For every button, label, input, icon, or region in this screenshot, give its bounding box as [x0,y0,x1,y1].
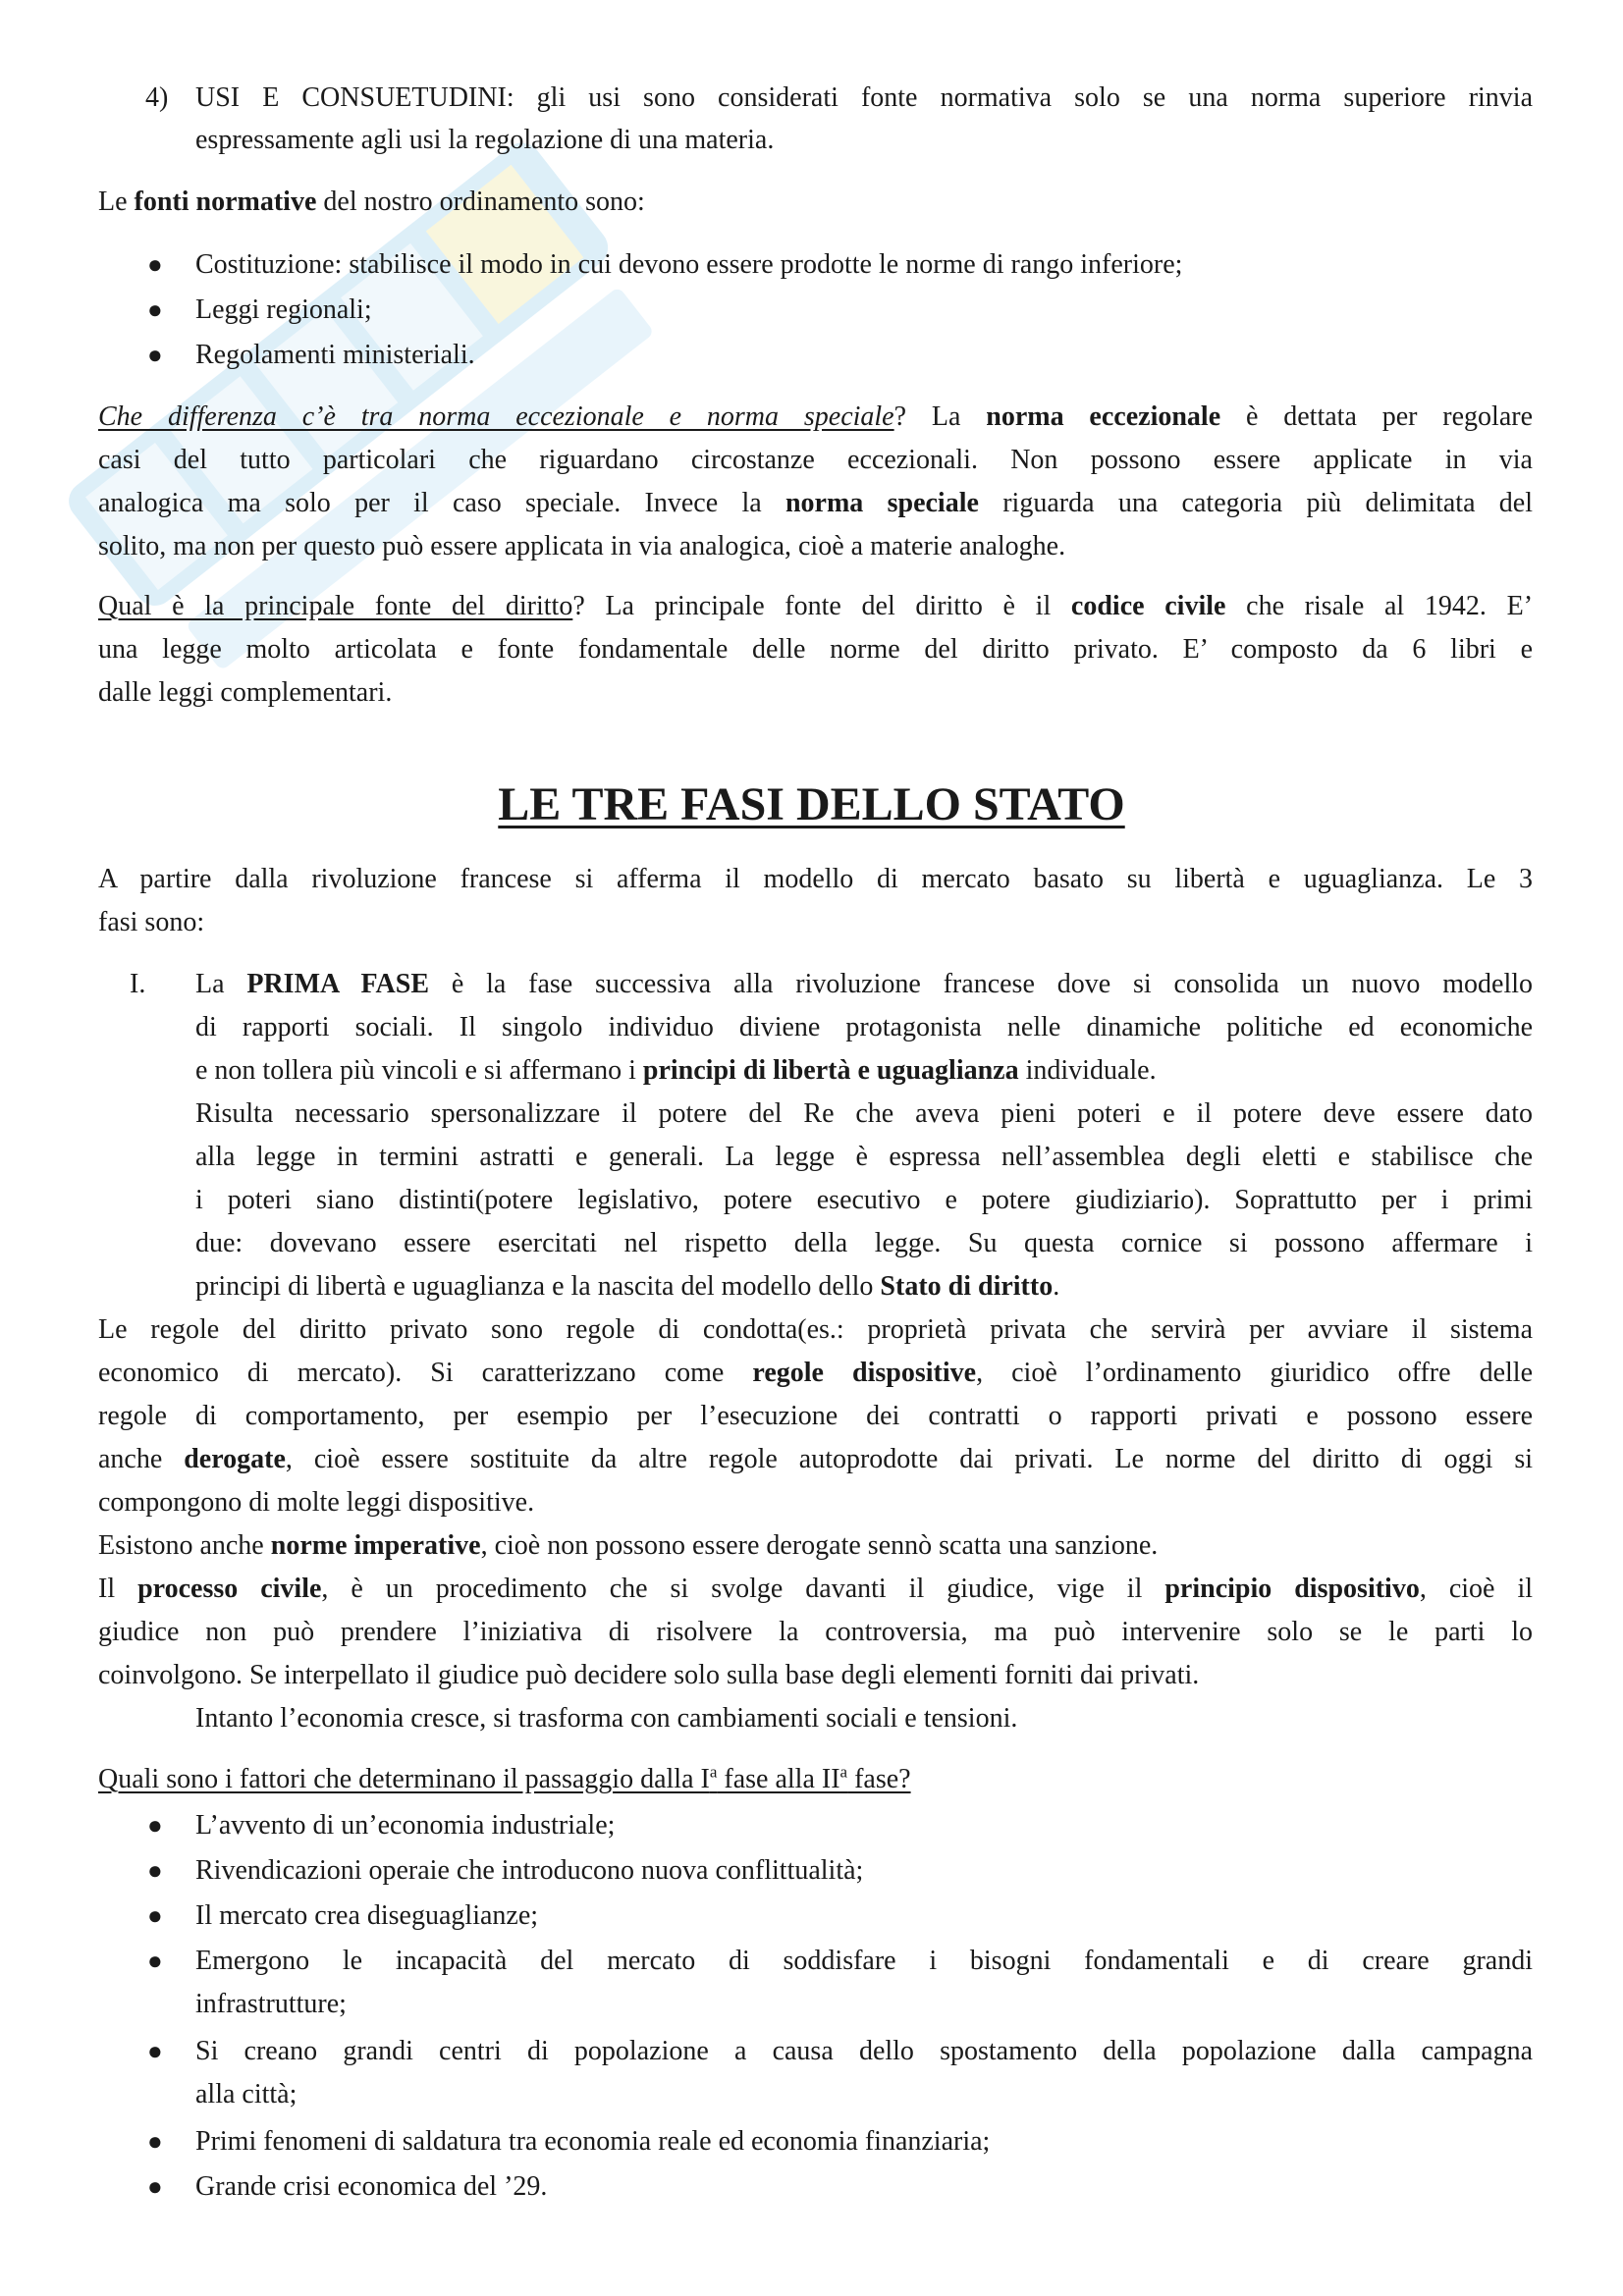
bullet-icon: ● [147,1811,163,1840]
section-intro-line-2: fasi sono: [98,907,205,937]
fonti-intro: Le fonti normative del nostro ordinamento sono: [98,187,645,217]
q2-line-2: una legge molto articolata e fonte fondamentale delle norme del diritto privato. E’ composto da 6 libri e [98,634,1533,665]
fattori-bullet: Si creano grandi centri di popolazione a causa dello spostamento della popolazione dalla campagna [195,2036,1533,2066]
roman-numeral: I. [130,969,146,999]
regole-line-2: economico di mercato). Si caratterizzano come regole dispositive, cioè l’ordinamento giuridico offre delle [98,1358,1533,1388]
bullet-icon: ● [147,1856,163,1885]
fattori-bullet-cont: infrastrutture; [195,1989,347,2019]
fase1-line-4: Risulta necessario spersonalizzare il potere del Re che aveva pieni poteri e il potere deve essere dato [195,1098,1533,1129]
fattori-bullet: Primi fenomeni di saldatura tra economia reale ed economia finanziaria; [195,2126,991,2157]
fase1-line-6: i poteri siano distinti(potere legislativo, potere esecutivo e potere giudiziario). Soprattutto per i primi [195,1185,1533,1215]
regole-line-1: Le regole del diritto privato sono regole di condotta(es.: proprietà privata che servirà per avviare il sistema [98,1314,1533,1345]
q1-line-4: solito, ma non per questo può essere applicata in via analogica, cioè a materie analoghe. [98,531,1066,561]
item-4-line-2: espressamente agli usi la regolazione di una materia. [195,125,775,155]
q1-line-3: analogica ma solo per il caso speciale. Invece la norma speciale riguarda una categoria più delimitata del [98,488,1534,518]
item-number: 4) [145,82,169,113]
q1-line-2: casi del tutto particolari che riguardano circostanze eccezionali. Non possono essere applicate in via [98,445,1533,475]
fase1-line-2: di rapporti sociali. Il singolo individuo diviene protagonista nelle dinamiche politiche ed economiche [195,1012,1533,1042]
fattori-bullet: L’avvento di un’economia industriale; [195,1810,616,1841]
item-4-line-1: USI E CONSUETUDINI: gli usi sono considerati fonte normativa solo se una norma superiore rinvia [195,82,1533,113]
processo-line-4: Intanto l’economia cresce, si trasforma con cambiamenti sociali e tensioni. [195,1703,1018,1734]
fattori-bullet: Il mercato crea diseguaglianze; [195,1900,539,1931]
q2-question: Qual è la principale fonte del diritto [98,591,573,621]
fase1-line-5: alla legge in termini astratti e generali. La legge è espressa nell’assemblea degli eletti e stabilisce che [195,1142,1533,1172]
q2-line-3: dalle leggi complementari. [98,677,393,708]
bullet-icon: ● [147,2172,163,2201]
processo-line-3: coinvolgono. Se interpellato il giudice può decidere solo sulla base degli elementi forniti dai privati. [98,1660,1200,1690]
section-intro-line-1: A partire dalla rivoluzione francese si afferma il modello di mercato basato su libertà e uguaglianza. Le 3 [98,864,1533,894]
fase1-line-7: due: dovevano essere esercitati nel rispetto della legge. Su questa cornice si possono affermare i [195,1228,1533,1258]
regole-line-5: compongono di molte leggi dispositive. [98,1487,535,1518]
bullet-icon: ● [147,341,163,369]
fonti-bullet: Leggi regionali; [195,294,372,325]
item-4-title: USI E CONSUETUDINI [195,82,507,113]
bullet-icon: ● [147,295,163,324]
q1-line-1: Che differenza c’è tra norma eccezionale e norma speciale? La norma eccezionale è dettata per regolare [98,401,1534,432]
bullet-icon: ● [147,1947,163,1975]
q2-line-1: Qual è la principale fonte del diritto? La principale fonte del diritto è il codice civile che risale al 1942. E’ [98,591,1534,621]
fattori-question: Quali sono i fattori che determinano il passaggio dalla $I^a$ fase alla $II^a$ fase? [98,1762,911,1794]
bullet-icon: ● [147,2127,163,2156]
regole-line-3: regole di comportamento, per esempio per l’esecuzione dei contratti o rapporti privati e possono essere [98,1401,1533,1431]
fase1-line-3: e non tollera più vincoli e si affermano i principi di libertà e uguaglianza individuale. [195,1055,1157,1086]
fattori-bullet: Emergono le incapacità del mercato di soddisfare i bisogni fondamentali e di creare grandi [195,1946,1533,1976]
fonti-bullet: Regolamenti ministeriali. [195,340,475,370]
bullet-icon: ● [147,1901,163,1930]
bullet-icon: ● [147,250,163,279]
q1-question: Che differenza c’è tra norma eccezionale e norma speciale [98,401,894,432]
fattori-bullet-cont: alla città; [195,2079,298,2109]
section-title: LE TRE FASI DELLO STATO [498,778,1125,830]
fase1-line-1: La PRIMA FASE è la fase successiva alla rivoluzione francese dove si consolida un nuovo modello [195,969,1533,999]
fattori-bullet: Grande crisi economica del ’29. [195,2171,548,2202]
fase1-line-8: principi di libertà e uguaglianza e la nascita del modello dello Stato di diritto. [195,1271,1060,1302]
fonti-bullet: Costituzione: stabilisce il modo in cui devono essere prodotte le norme di rango inferiore; [195,249,1183,280]
fattori-bullet: Rivendicazioni operaie che introducono nuova conflittualità; [195,1855,864,1886]
processo-line-2: giudice non può prendere l’iniziativa di risolvere la controversia, ma può intervenire solo se le parti lo [98,1617,1533,1647]
regole-line-4: anche derogate, cioè essere sostituite da altre regole autoprodotte dai privati. Le norme del diritto di oggi si [98,1444,1533,1474]
processo-line-1: Il processo civile, è un procedimento che si svolge davanti il giudice, vige il principio dispositivo, cioè il [98,1574,1533,1604]
imperative-line: Esistono anche norme imperative, cioè non possono essere derogate sennò scatta una sanzione. [98,1530,1159,1561]
bullet-icon: ● [147,2037,163,2065]
